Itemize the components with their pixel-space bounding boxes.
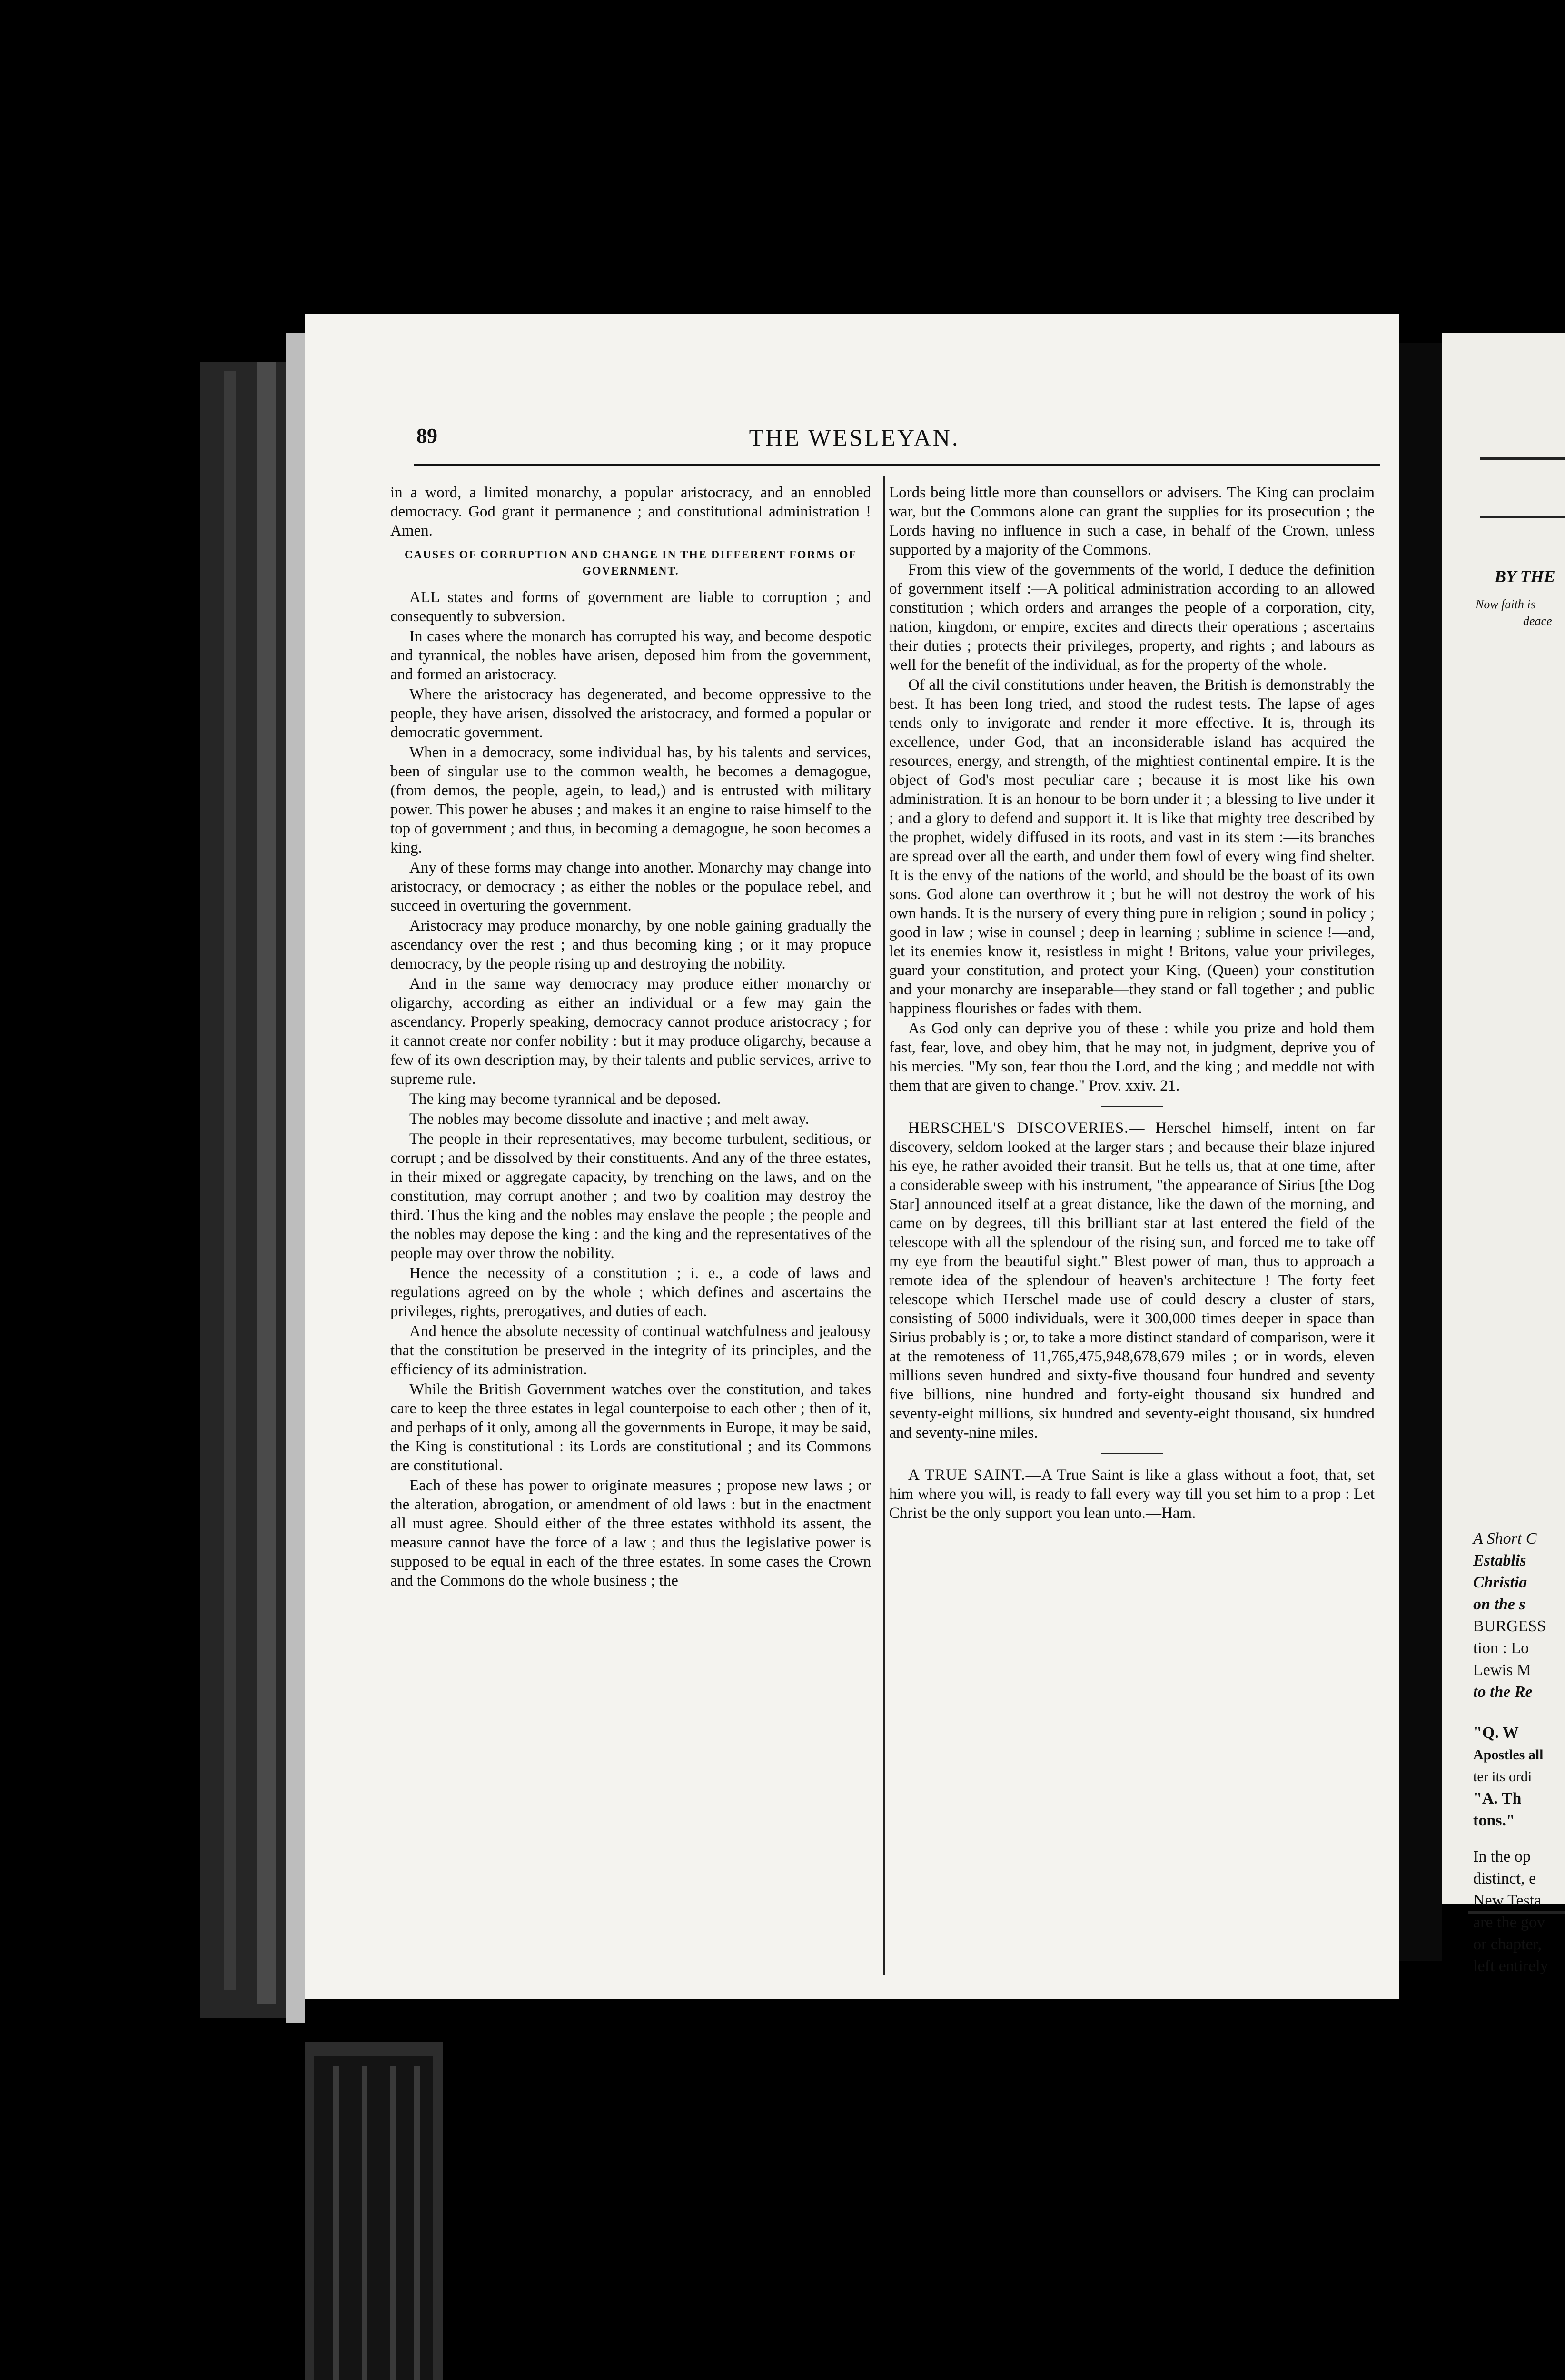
adjacent-line: BURGESS: [1473, 1617, 1546, 1635]
article-body: — Herschel himself, intent on far discovery, seldom looked at the larger stars ; and because their blaze injured his eye, he rather avoided their transit. But he tells us, that at one time, after a considerable sweep with his instrument, "the appearance of Sirius [the Dog Star] announced itself at a great distance, like the dawn of the morning, and came on by degrees, till this brilliant star at last entered the field of the telescope with all the splendour of the rising sun, and forced me to take off my eye from the beautiful sight." Blest power of man, thus to approach a remote idea of the splendour of heaven's architecture ! The forty feet telescope which Herschel made use of could descry a cluster of stars, consisting of 5000 individuals, were it 300,000 times deeper in space than Sirius probably is ; or, to take a more distinct standard of comparison, were it at the remoteness of 11,765,475,948,678,679 miles ; or in words, eleven millions seven hundred and sixty-five thousand four hundred and seventy five billions, nine hundred and forty-eight thousand six hundred and seventy-eight millions, six hundred and seventy-eight thousand, six hundred and seventy-nine miles.: [889, 1120, 1375, 1441]
section-separator: [1101, 1106, 1163, 1107]
article-body: —A True Saint is like a glass without a foot, that, set him where you will, is ready to fall every way till you set him to a prop : Let Christ be the only support you lean unto.—Ham.: [889, 1467, 1375, 1522]
adjacent-rule: [1480, 516, 1565, 518]
intro-paragraph: in a word, a limited monarchy, a popular aristocracy, and an ennobled democracy. God grant it permanence ; and constitutional administration ! Amen.: [390, 484, 871, 539]
paragraph: ALL states and forms of government are liable to corruption ; and consequently to subversion.: [390, 589, 871, 625]
left-column: [390, 483, 871, 1964]
paragraph: When in a democracy, some individual has, by his talents and services, been of singular use to the common wealth, he becomes a demagogue, (from demos, the people, agein, to lead,) and is entrusted with military power. This power he abuses ; and makes it an engine to raise himself to the top of government ; and thus, in becoming a demagogue, he soon becomes a king.: [390, 744, 871, 856]
header-rule: [414, 464, 1380, 466]
paragraph: Of all the civil constitutions under heaven, the British is demonstrably the best. It has been long tried, and stood the rudest tests. The lapse of ages tends only to invigorate and render it more effective. It is, through its excellence, under God, that an inconsiderable island has acquired the resources, energy, and strength, of the mightiest continental empire. It is the object of God's most peculiar care ; because it is most like his own administration. It is an honour to be born under it ; a blessing to live under it ; and a glory to defend and support it. It is like that mighty tree described by the prophet, widely diffused in its roots, and vast in its stem :—its branches are spread over all the earth, and under them fowl of every wing find shelter. It is the envy of the nations of the world, and should be the boast of its own sons. God alone can overthrow it ; but he will not destroy the work of his own hands. It is the nursery of every thing pure in religion ; sound in policy ; good in law ; wise in counsel ; deep in learning ; sublime in science !—and, let its enemies know it, resistless in might ! Britons, value your privileges, guard your constitution, and protect your King, (Queen) your constitution and your monarchy are inseparable—they stand or fall together ; and public happiness flourishes or fades with them.: [889, 676, 1375, 1017]
paragraph: From this view of the governments of the world, I deduce the definition of government itself :—A political administration according to an allowed constitution ; which orders and arranges the people of a corporation, city, nation, kingdom, or empire, excites and directs their operations ; ascertains their duties ; protects their privileges, property, and rights ; and labours as well for the benefit of the individual, as for the property of the whole.: [889, 561, 1375, 674]
paragraph: As God only can deprive you of these : while you prize and hold them fast, fear, love, and obey him, that he may not, in judgment, deprive you of his mercies. "My son, fear thou the Lord, and the king ; and meddle not with them that are given to change." Prov. xxiv. 21.: [889, 1020, 1375, 1094]
adjacent-line: ter its ordi: [1473, 1769, 1532, 1785]
adjacent-line: In the op: [1473, 1848, 1531, 1865]
paragraph: The people in their representatives, may become turbulent, seditious, or corrupt ; and be dissolved by their constituents. And any of the three estates, in their mixed or aggregate capacity, by trenching on the laws, and on the constitution, may corrupt another ; and two by coalition may destroy the third. Thus the king and the nobles may enslave the people ; the people and the nobles may depose the king : and the king and the representatives of the people may over throw the nobility.: [390, 1130, 871, 1262]
paragraph: Lords being little more than counsellors or advisers. The King can proclaim war, but the Commons alone can grant the supplies for its prosecution ; the Lords having no influence in such a case, in behalf of the Crown, unless supported by a majority of the Commons.: [889, 484, 1375, 558]
article-title: HERSCHEL'S DISCOVERIES.: [908, 1120, 1129, 1137]
paragraph: Where the aristocracy has degenerated, and become oppressive to the people, they have arisen, dissolved the aristocracy, and formed a popular or democratic government.: [390, 686, 871, 741]
adjacent-line: "Q. W: [1473, 1724, 1519, 1742]
section-separator: [1101, 1453, 1163, 1454]
adjacent-line: Christia: [1473, 1574, 1527, 1591]
right-column: [889, 483, 1375, 1964]
paragraph: In cases where the monarch has corrupted his way, and become despotic and tyrannical, the nobles have arisen, deposed him from the government, and formed an aristocracy.: [390, 628, 871, 683]
adjacent-line: or chapter,: [1473, 1935, 1542, 1953]
adjacent-line: left entirely: [1473, 1957, 1548, 1975]
adjacent-line: are the gov: [1473, 1914, 1545, 1931]
adjacent-rule: [1480, 457, 1565, 460]
adjacent-page-text: [1473, 1528, 1565, 1977]
adjacent-line: A Short C: [1473, 1530, 1537, 1547]
adjacent-line: Lewis M: [1473, 1661, 1531, 1679]
paragraph: Aristocracy may produce monarchy, by one noble gaining gradually the ascendancy over the rest ; and thus becoming king ; or it may propuce democracy, by the people rising up and destroying the nobility.: [390, 917, 871, 972]
adjacent-fragment: deace: [1523, 614, 1552, 628]
herschel-article: [889, 1119, 1375, 1442]
paragraph: And in the same way democracy may produce either monarchy or oligarchy, according as either an individual or a few may gain the ascendancy. Properly speaking, democracy cannot produce aristocracy ; for it cannot create nor confer nobility : but it may produce oligarchy, because a few of its own description may, by their talents and public services, arrive to supreme rule.: [390, 975, 871, 1088]
page-number: 89: [416, 424, 437, 447]
saint-article: [889, 1466, 1375, 1523]
adjacent-line: to the Re: [1473, 1683, 1533, 1701]
adjacent-fragment: BY THE: [1495, 567, 1555, 586]
column-rule: [883, 476, 885, 1975]
adjacent-line: "A. Th: [1473, 1790, 1522, 1807]
adjacent-fragment: Now faith is: [1476, 597, 1535, 611]
adjacent-line: tion : Lo: [1473, 1639, 1529, 1657]
adjacent-line: Apostles all: [1473, 1747, 1544, 1763]
adjacent-line: distinct, e: [1473, 1870, 1536, 1887]
paragraph: And hence the absolute necessity of continual watchfulness and jealousy that the constitution be preserved in the integrity of its principles, and the efficiency of its administration.: [390, 1323, 871, 1378]
adjacent-line: on the s: [1473, 1596, 1525, 1613]
paragraph: Any of these forms may change into another. Monarchy may change into aristocracy, or democracy ; as either the nobles or the populace rebel, and succeed in overturing the government.: [390, 859, 871, 914]
paragraph: The king may become tyrannical and be deposed.: [409, 1091, 721, 1108]
paragraph: While the British Government watches over the constitution, and takes care to keep the three estates in legal counterpoise to each other ; then of it, and perhaps of it only, among all the governments in Europe, it may be said, the King is constitutional : its Lords are constitutional ; and its Commons are constitutional.: [390, 1381, 871, 1474]
article-title: A TRUE SAINT.: [908, 1467, 1026, 1484]
paragraph: Each of these has power to originate measures ; propose new laws ; or the alteration, abrogation, or amendment of old laws : but in the enactment all must agree. Should either of the three estates withhold its assent, the measure cannot have the force of a law ; and thus the legislative power is supposed to be equal in each of the three estates. In some cases the Crown and the Commons do the whole business ; the: [390, 1477, 871, 1589]
adjacent-line: New Testa: [1473, 1892, 1542, 1909]
paragraph: The nobles may become dissolute and inactive ; and melt away.: [409, 1111, 810, 1128]
running-head: [309, 424, 1399, 462]
section-heading: CAUSES OF CORRUPTION AND CHANGE IN THE DIFFERENT FORMS OF GOVERNMENT.: [404, 549, 857, 577]
journal-title: THE WESLEYAN.: [749, 424, 960, 451]
adjacent-line: Establis: [1473, 1552, 1526, 1569]
paragraph: Hence the necessity of a constitution ; i. e., a code of laws and regulations agreed on by the whole ; which defines and ascertains the privileges, rights, prerogatives, and duties of each.: [390, 1265, 871, 1320]
adjacent-line: tons.": [1473, 1812, 1515, 1829]
